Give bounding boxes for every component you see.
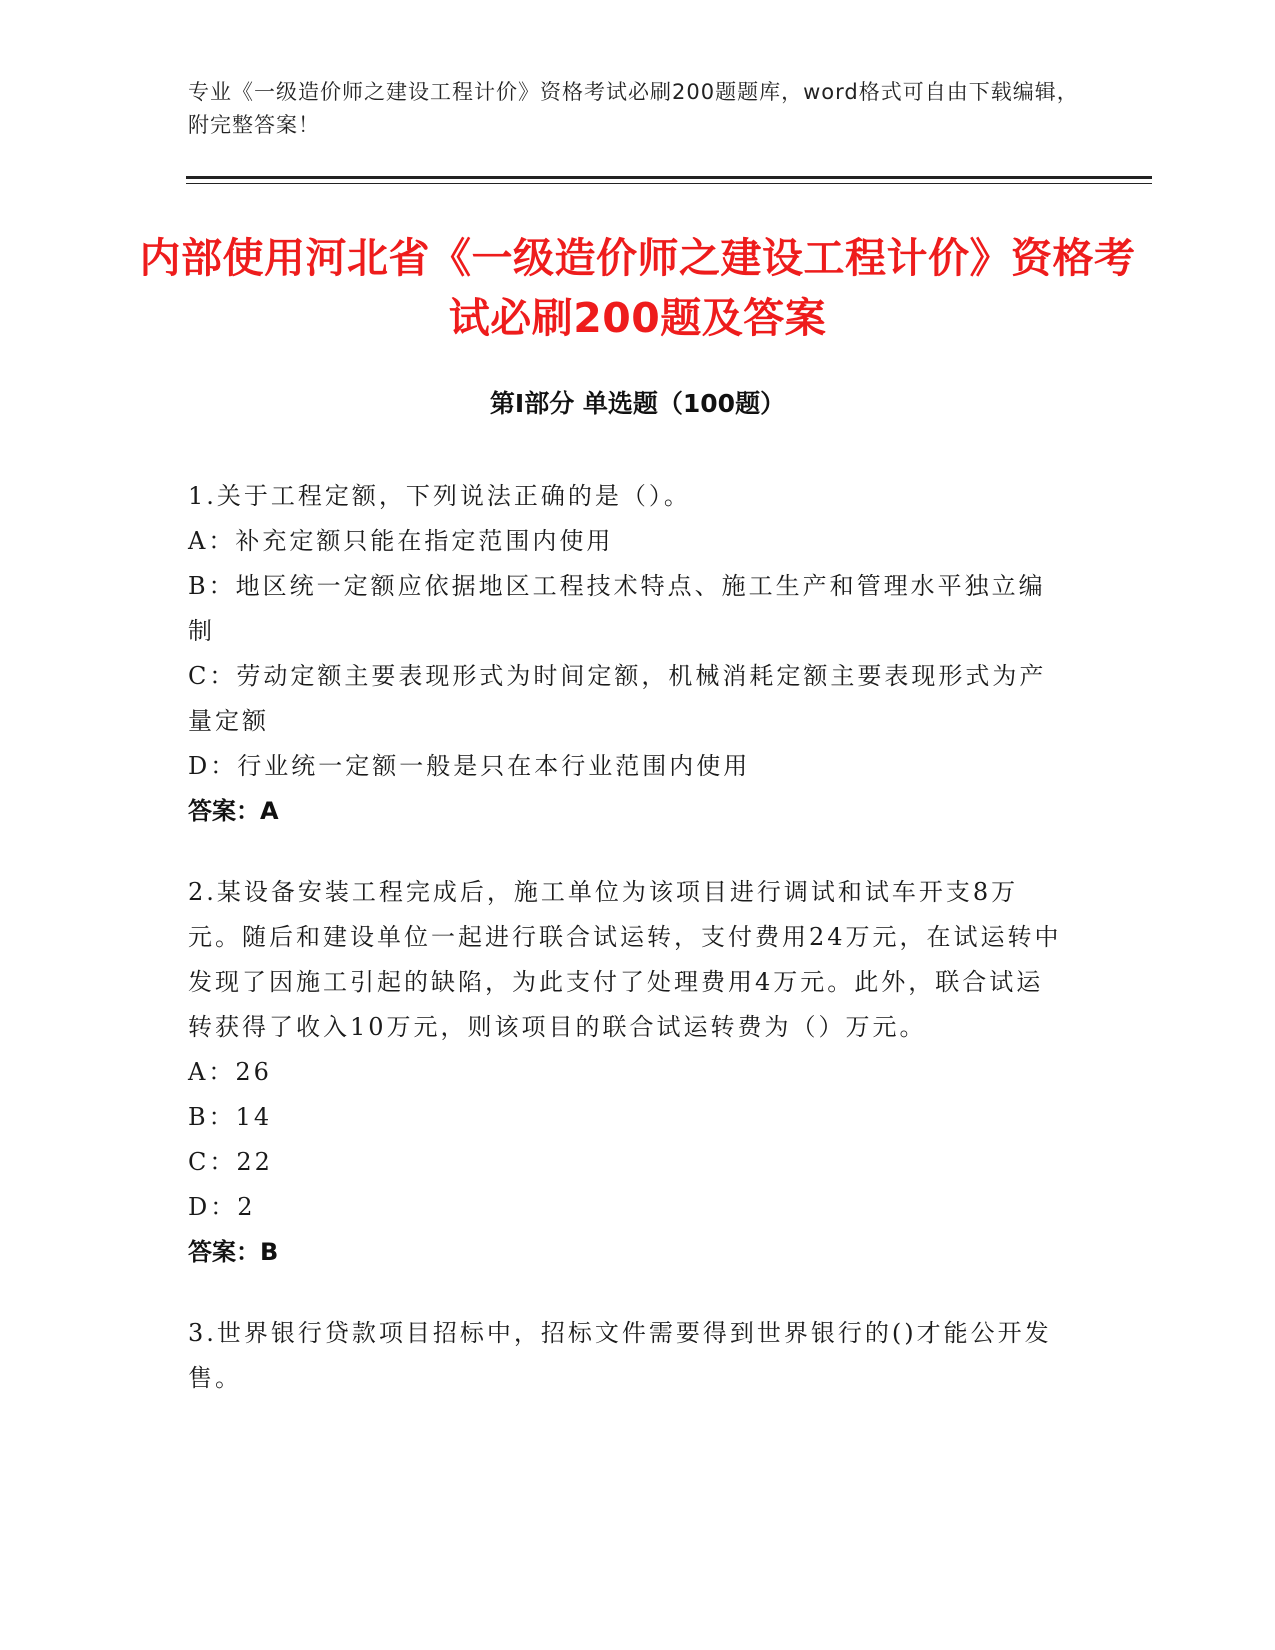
header-rule-thin <box>186 183 1152 184</box>
option-d: D：2 <box>188 1193 256 1221</box>
option-b: B：地区统一定额应依据地区工程技术特点、施工生产和管理水平独立编制 <box>188 572 1046 645</box>
question-stem: 2.某设备安装工程完成后，施工单位为该项目进行调试和试车开支8万元。随后和建设单位一起进行联合试运转，支付费用24万元，在试运转中发现了因施工引起的缺陷，为此支付了处理费用4万元。此外，联合试运转获得了收入10万元，则该项目的联合试运转费为（）万元。 <box>188 878 1062 1041</box>
option-c: C：劳动定额主要表现形式为时间定额，机械消耗定额主要表现形式为产量定额 <box>188 662 1047 735</box>
answer: 答案：B <box>188 1238 279 1266</box>
question-stem: 1.关于工程定额，下列说法正确的是（）。 <box>188 482 691 510</box>
section-heading: 第I部分 单选题（100题） <box>489 389 786 418</box>
option-d: D：行业统一定额一般是只在本行业范围内使用 <box>188 752 751 780</box>
question-stem: 3.世界银行贷款项目招标中，招标文件需要得到世界银行的()才能公开发售。 <box>188 1319 1052 1392</box>
option-b: B：14 <box>188 1103 273 1131</box>
answer: 答案：A <box>188 797 279 825</box>
header-note: 专业《一级造价师之建设工程计价》资格考试必刷200题题库，word格式可自由下载编辑，附完整答案！ <box>188 80 1079 137</box>
question-3 <box>188 1311 1068 1401</box>
option-a: A：26 <box>188 1058 272 1086</box>
option-c: C：22 <box>188 1148 273 1176</box>
question-2 <box>188 870 1068 1275</box>
question-1 <box>188 474 1068 834</box>
document-title: 内部使用河北省《一级造价师之建设工程计价》资格考试必刷200题及答案 <box>139 234 1136 342</box>
option-a: A：补充定额只能在指定范围内使用 <box>188 527 614 555</box>
header-rule-thick <box>186 176 1152 179</box>
question-list <box>188 474 1068 1437</box>
